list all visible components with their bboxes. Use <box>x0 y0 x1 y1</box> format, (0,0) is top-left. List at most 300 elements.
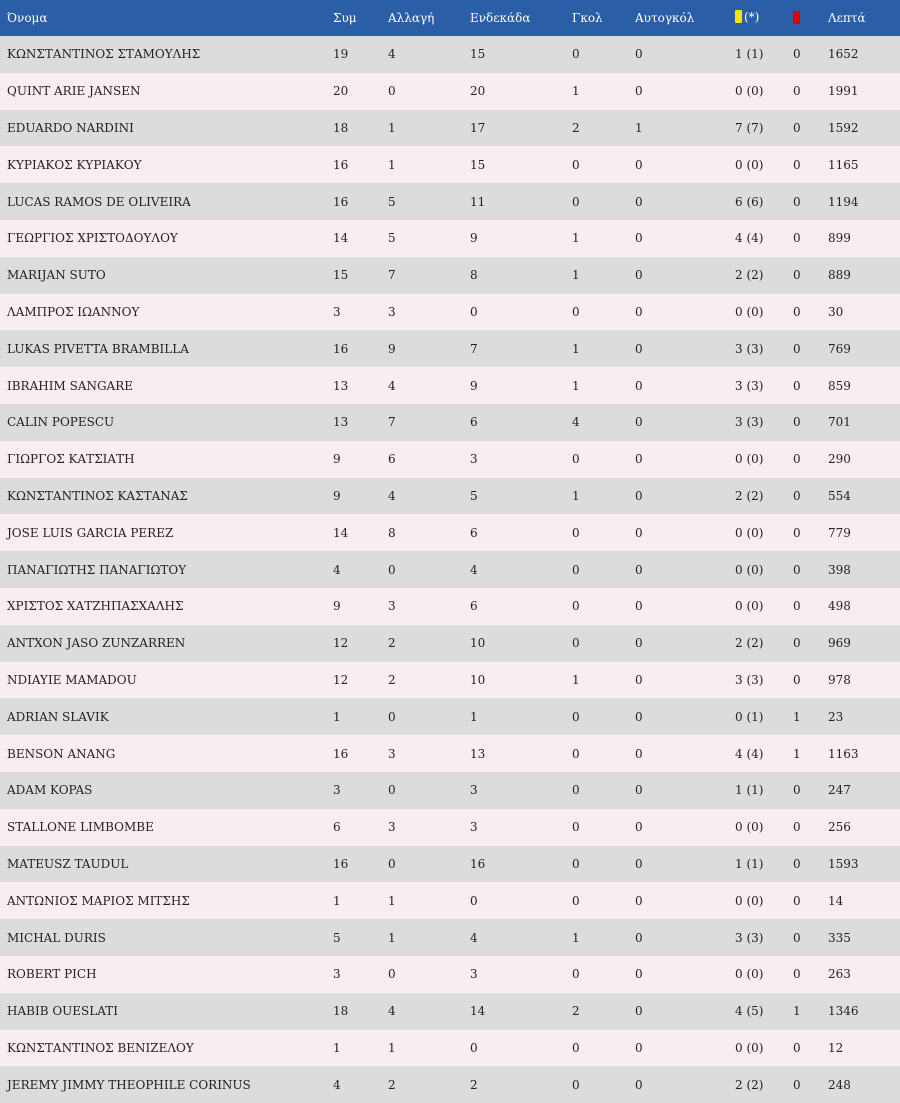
red-cards-cell: 0 <box>793 157 801 172</box>
red-cards-cell: 0 <box>793 820 801 835</box>
red-cards-cell: 0 <box>793 562 801 577</box>
lineup-count-cell: 9 <box>470 231 478 246</box>
player-name-cell[interactable]: ΠΑΝΑΓΙΩΤΗΣ ΠΑΝΑΓΙΩΤΟΥ <box>7 562 187 577</box>
table-row[interactable] <box>0 625 900 662</box>
substitutions-cell: 1 <box>388 1040 396 1055</box>
lineup-count-cell: 8 <box>470 268 478 283</box>
yellow-suffix: (*) <box>744 9 760 24</box>
minutes-cell: 498 <box>828 599 851 614</box>
appearances-cell: 15 <box>333 268 349 283</box>
red-cards-cell: 0 <box>793 930 801 945</box>
red-cards-cell: 1 <box>793 709 801 724</box>
table-row[interactable] <box>0 882 900 919</box>
column-header-goals[interactable]: Γκολ <box>572 11 603 25</box>
player-name-cell[interactable]: EDUARDO NARDINI <box>7 120 134 135</box>
yellow-cards-cell: 1 (1) <box>735 783 764 798</box>
lineup-count-cell: 0 <box>470 304 478 319</box>
minutes-cell: 290 <box>828 452 851 467</box>
own-goals-cell: 0 <box>635 525 643 540</box>
appearances-cell: 13 <box>333 415 349 430</box>
yellow-cards-cell: 2 (2) <box>735 268 764 283</box>
column-header-red[interactable] <box>793 0 828 36</box>
minutes-cell: 1652 <box>828 47 859 62</box>
column-header-minutes[interactable]: Λεπτά <box>828 11 866 25</box>
lineup-count-cell: 0 <box>470 893 478 908</box>
minutes-cell: 263 <box>828 967 851 982</box>
goals-cell: 0 <box>572 157 580 172</box>
goals-cell: 0 <box>572 783 580 798</box>
substitutions-cell: 1 <box>388 157 396 172</box>
goals-cell: 1 <box>572 268 580 283</box>
player-name-cell[interactable]: JOSE LUIS GARCIA PEREZ <box>7 525 174 540</box>
lineup-count-cell: 7 <box>470 341 478 356</box>
substitutions-cell: 2 <box>388 636 396 651</box>
yellow-cards-cell: 0 (0) <box>735 304 764 319</box>
table-row[interactable] <box>0 257 900 294</box>
substitutions-cell: 3 <box>388 820 396 835</box>
substitutions-cell: 4 <box>388 378 396 393</box>
substitutions-cell: 9 <box>388 341 396 356</box>
appearances-cell: 16 <box>333 341 349 356</box>
lineup-count-cell: 4 <box>470 562 478 577</box>
player-name-cell[interactable]: ΚΥΡΙΑΚΟΣ ΚΥΡΙΑΚΟΥ <box>7 157 142 172</box>
player-name-cell[interactable]: ROBERT PICH <box>7 967 97 982</box>
appearances-cell: 16 <box>333 856 349 871</box>
table-row[interactable] <box>0 772 900 809</box>
red-cards-cell: 0 <box>793 783 801 798</box>
substitutions-cell: 3 <box>388 304 396 319</box>
column-header-apps[interactable]: Συμ <box>333 11 357 25</box>
own-goals-cell: 0 <box>635 967 643 982</box>
red-cards-cell: 0 <box>793 599 801 614</box>
player-name-cell[interactable]: MATEUSZ TAUDUL <box>7 856 129 871</box>
column-header-sub[interactable]: Αλλαγή <box>388 11 435 25</box>
player-name-cell[interactable]: ΚΩΝΣΤΑΝΤΙΝΟΣ ΒΕΝΙΖΕΛΟΥ <box>7 1040 194 1055</box>
goals-cell: 1 <box>572 672 580 687</box>
goals-cell: 0 <box>572 47 580 62</box>
goals-cell: 0 <box>572 525 580 540</box>
minutes-cell: 1592 <box>828 120 859 135</box>
goals-cell: 0 <box>572 1040 580 1055</box>
substitutions-cell: 0 <box>388 84 396 99</box>
minutes-cell: 248 <box>828 1077 851 1092</box>
substitutions-cell: 1 <box>388 893 396 908</box>
player-name-cell[interactable]: IBRAHIM SANGARE <box>7 378 133 393</box>
lineup-count-cell: 11 <box>470 194 486 209</box>
own-goals-cell: 0 <box>635 672 643 687</box>
own-goals-cell: 0 <box>635 562 643 577</box>
table-row[interactable] <box>0 220 900 257</box>
table-row[interactable] <box>0 956 900 993</box>
red-cards-cell: 0 <box>793 415 801 430</box>
yellow-cards-cell: 0 (0) <box>735 562 764 577</box>
minutes-cell: 23 <box>828 709 844 724</box>
lineup-count-cell: 14 <box>470 1004 486 1019</box>
red-cards-cell: 0 <box>793 525 801 540</box>
goals-cell: 4 <box>572 415 580 430</box>
substitutions-cell: 0 <box>388 709 396 724</box>
lineup-count-cell: 17 <box>470 120 486 135</box>
goals-cell: 1 <box>572 231 580 246</box>
own-goals-cell: 0 <box>635 231 643 246</box>
appearances-cell: 16 <box>333 746 349 761</box>
player-name-cell[interactable]: ΧΡΙΣΤΟΣ ΧΑΤΖΗΠΑΣΧΑΛΗΣ <box>7 599 184 614</box>
substitutions-cell: 2 <box>388 672 396 687</box>
goals-cell: 0 <box>572 1077 580 1092</box>
lineup-count-cell: 3 <box>470 967 478 982</box>
red-cards-cell: 0 <box>793 636 801 651</box>
red-cards-cell: 0 <box>793 268 801 283</box>
red-cards-cell: 0 <box>793 84 801 99</box>
substitutions-cell: 5 <box>388 194 396 209</box>
appearances-cell: 16 <box>333 194 349 209</box>
red-cards-cell: 1 <box>793 1004 801 1019</box>
appearances-cell: 12 <box>333 672 349 687</box>
lineup-count-cell: 2 <box>470 1077 478 1092</box>
substitutions-cell: 4 <box>388 1004 396 1019</box>
yellow-cards-cell: 7 (7) <box>735 120 764 135</box>
minutes-cell: 398 <box>828 562 851 577</box>
player-name-cell[interactable]: NDIAYIE MAMADOU <box>7 672 137 687</box>
minutes-cell: 12 <box>828 1040 844 1055</box>
table-body <box>0 36 900 1103</box>
appearances-cell: 1 <box>333 709 341 724</box>
yellow-cards-cell: 3 (3) <box>735 341 764 356</box>
yellow-cards-cell: 2 (2) <box>735 1077 764 1092</box>
player-name-cell[interactable]: CALIN POPESCU <box>7 415 115 430</box>
lineup-count-cell: 5 <box>470 488 478 503</box>
player-name-cell[interactable]: ΚΩΝΣΤΑΝΤΙΝΟΣ ΚΑΣΤΑΝΑΣ <box>7 488 188 503</box>
appearances-cell: 18 <box>333 120 349 135</box>
own-goals-cell: 0 <box>635 636 643 651</box>
table-row[interactable] <box>0 404 900 441</box>
player-name-cell[interactable]: QUINT ARIE JANSEN <box>7 84 141 99</box>
goals-cell: 0 <box>572 562 580 577</box>
table-row[interactable] <box>0 735 900 772</box>
minutes-cell: 889 <box>828 268 851 283</box>
lineup-count-cell: 6 <box>470 415 478 430</box>
red-cards-cell: 0 <box>793 488 801 503</box>
appearances-cell: 9 <box>333 452 341 467</box>
own-goals-cell: 0 <box>635 415 643 430</box>
lineup-count-cell: 15 <box>470 47 486 62</box>
table-row[interactable] <box>0 441 900 478</box>
minutes-cell: 30 <box>828 304 844 319</box>
minutes-cell: 14 <box>828 893 844 908</box>
yellow-cards-cell: 4 (4) <box>735 746 764 761</box>
appearances-cell: 9 <box>333 599 341 614</box>
minutes-cell: 247 <box>828 783 851 798</box>
red-cards-cell: 0 <box>793 194 801 209</box>
minutes-cell: 1163 <box>828 746 859 761</box>
table-row[interactable] <box>0 73 900 110</box>
table-row[interactable] <box>0 514 900 551</box>
player-name-cell[interactable]: ΓΙΩΡΓΟΣ ΚΑΤΣΙΑΤΗ <box>7 452 135 467</box>
yellow-cards-cell: 0 (0) <box>735 84 764 99</box>
substitutions-cell: 1 <box>388 930 396 945</box>
lineup-count-cell: 0 <box>470 1040 478 1055</box>
goals-cell: 0 <box>572 452 580 467</box>
yellow-cards-cell: 0 (0) <box>735 599 764 614</box>
table-row[interactable] <box>0 1066 900 1103</box>
yellow-cards-cell: 0 (1) <box>735 709 764 724</box>
table-row[interactable] <box>0 183 900 220</box>
own-goals-cell: 0 <box>635 378 643 393</box>
substitutions-cell: 0 <box>388 562 396 577</box>
appearances-cell: 12 <box>333 636 349 651</box>
red-cards-cell: 0 <box>793 341 801 356</box>
red-cards-cell: 0 <box>793 1077 801 1092</box>
goals-cell: 1 <box>572 488 580 503</box>
table-row[interactable] <box>0 551 900 588</box>
player-name-cell[interactable]: ADAM KOPAS <box>7 783 93 798</box>
column-header-name[interactable]: Όνομα <box>7 11 48 25</box>
goals-cell: 0 <box>572 599 580 614</box>
minutes-cell: 769 <box>828 341 851 356</box>
minutes-cell: 1593 <box>828 856 859 871</box>
table-row[interactable] <box>0 36 900 73</box>
minutes-cell: 969 <box>828 636 851 651</box>
player-name-cell[interactable]: LUCAS RAMOS DE OLIVEIRA <box>7 194 191 209</box>
appearances-cell: 4 <box>333 1077 341 1092</box>
player-name-cell[interactable]: STALLONE LIMBOMBE <box>7 820 154 835</box>
player-name-cell[interactable]: ΛΑΜΠΡΟΣ ΙΩΑΝΝΟΥ <box>7 304 140 319</box>
red-cards-cell: 0 <box>793 231 801 246</box>
goals-cell: 0 <box>572 893 580 908</box>
yellow-cards-cell: 0 (0) <box>735 157 764 172</box>
yellow-cards-cell: 3 (3) <box>735 930 764 945</box>
appearances-cell: 1 <box>333 893 341 908</box>
lineup-count-cell: 10 <box>470 636 486 651</box>
own-goals-cell: 0 <box>635 856 643 871</box>
goals-cell: 2 <box>572 1004 580 1019</box>
yellow-cards-cell: 1 (1) <box>735 856 764 871</box>
appearances-cell: 14 <box>333 525 349 540</box>
minutes-cell: 899 <box>828 231 851 246</box>
own-goals-cell: 0 <box>635 599 643 614</box>
yellow-cards-cell: 0 (0) <box>735 452 764 467</box>
substitutions-cell: 7 <box>388 268 396 283</box>
table-row[interactable] <box>0 110 900 147</box>
own-goals-cell: 0 <box>635 488 643 503</box>
substitutions-cell: 3 <box>388 746 396 761</box>
table-header-row <box>0 0 900 36</box>
goals-cell: 2 <box>572 120 580 135</box>
yellow-card-icon <box>735 10 742 23</box>
appearances-cell: 4 <box>333 562 341 577</box>
substitutions-cell: 0 <box>388 967 396 982</box>
player-name-cell[interactable]: MICHAL DURIS <box>7 930 106 945</box>
minutes-cell: 256 <box>828 820 851 835</box>
goals-cell: 0 <box>572 304 580 319</box>
red-cards-cell: 0 <box>793 378 801 393</box>
minutes-cell: 779 <box>828 525 851 540</box>
own-goals-cell: 0 <box>635 930 643 945</box>
own-goals-cell: 0 <box>635 84 643 99</box>
own-goals-cell: 0 <box>635 157 643 172</box>
lineup-count-cell: 4 <box>470 930 478 945</box>
substitutions-cell: 0 <box>388 856 396 871</box>
substitutions-cell: 4 <box>388 488 396 503</box>
yellow-cards-cell: 6 (6) <box>735 194 764 209</box>
minutes-cell: 1165 <box>828 157 859 172</box>
minutes-cell: 1991 <box>828 84 859 99</box>
table-row[interactable] <box>0 698 900 735</box>
appearances-cell: 16 <box>333 157 349 172</box>
goals-cell: 1 <box>572 341 580 356</box>
yellow-cards-cell: 1 (1) <box>735 47 764 62</box>
appearances-cell: 5 <box>333 930 341 945</box>
table-row[interactable] <box>0 294 900 331</box>
lineup-count-cell: 10 <box>470 672 486 687</box>
player-name-cell[interactable]: BENSON ANANG <box>7 746 116 761</box>
appearances-cell: 6 <box>333 820 341 835</box>
substitutions-cell: 6 <box>388 452 396 467</box>
yellow-cards-cell: 4 (5) <box>735 1004 764 1019</box>
goals-cell: 0 <box>572 856 580 871</box>
lineup-count-cell: 6 <box>470 525 478 540</box>
table-row[interactable] <box>0 478 900 515</box>
appearances-cell: 14 <box>333 231 349 246</box>
appearances-cell: 9 <box>333 488 341 503</box>
goals-cell: 0 <box>572 820 580 835</box>
column-header-lineup[interactable]: Ενδεκάδα <box>470 11 531 25</box>
red-cards-cell: 1 <box>793 746 801 761</box>
substitutions-cell: 7 <box>388 415 396 430</box>
minutes-cell: 859 <box>828 378 851 393</box>
player-name-cell[interactable]: MARIJAN SUTO <box>7 268 106 283</box>
table-row[interactable] <box>0 146 900 183</box>
column-header-own-goals[interactable]: Αυτογκόλ <box>635 11 695 25</box>
substitutions-cell: 1 <box>388 120 396 135</box>
minutes-cell: 335 <box>828 930 851 945</box>
goals-cell: 0 <box>572 194 580 209</box>
own-goals-cell: 0 <box>635 304 643 319</box>
red-cards-cell: 0 <box>793 893 801 908</box>
red-cards-cell: 0 <box>793 1040 801 1055</box>
red-cards-cell: 0 <box>793 47 801 62</box>
table-row[interactable] <box>0 662 900 699</box>
substitutions-cell: 3 <box>388 599 396 614</box>
player-name-cell[interactable]: ADRIAN SLAVIK <box>7 709 109 724</box>
red-card-icon <box>793 11 800 24</box>
appearances-cell: 20 <box>333 84 349 99</box>
red-cards-cell: 0 <box>793 452 801 467</box>
lineup-count-cell: 15 <box>470 157 486 172</box>
lineup-count-cell: 3 <box>470 820 478 835</box>
own-goals-cell: 1 <box>635 120 643 135</box>
goals-cell: 1 <box>572 930 580 945</box>
player-name-cell[interactable]: ΓΕΩΡΓΙΟΣ ΧΡΙΣΤΟΔΟΥΛΟΥ <box>7 231 178 246</box>
minutes-cell: 701 <box>828 415 851 430</box>
player-name-cell[interactable]: LUKAS PIVETTA BRAMBILLA <box>7 341 189 356</box>
lineup-count-cell: 9 <box>470 378 478 393</box>
lineup-count-cell: 13 <box>470 746 486 761</box>
own-goals-cell: 0 <box>635 194 643 209</box>
table-row[interactable] <box>0 846 900 883</box>
substitutions-cell: 0 <box>388 783 396 798</box>
yellow-cards-cell: 3 (3) <box>735 378 764 393</box>
table-row[interactable] <box>0 809 900 846</box>
red-cards-cell: 0 <box>793 672 801 687</box>
table-row[interactable] <box>0 1030 900 1067</box>
goals-cell: 1 <box>572 378 580 393</box>
goals-cell: 0 <box>572 746 580 761</box>
substitutions-cell: 4 <box>388 47 396 62</box>
lineup-count-cell: 1 <box>470 709 478 724</box>
yellow-cards-cell: 0 (0) <box>735 525 764 540</box>
goals-cell: 0 <box>572 967 580 982</box>
table-row[interactable] <box>0 993 900 1030</box>
table-row[interactable] <box>0 588 900 625</box>
appearances-cell: 3 <box>333 304 341 319</box>
yellow-cards-cell: 2 (2) <box>735 488 764 503</box>
yellow-cards-cell: 2 (2) <box>735 636 764 651</box>
lineup-count-cell: 6 <box>470 599 478 614</box>
own-goals-cell: 0 <box>635 452 643 467</box>
red-cards-cell: 0 <box>793 304 801 319</box>
own-goals-cell: 0 <box>635 783 643 798</box>
table-row[interactable] <box>0 330 900 367</box>
lineup-count-cell: 20 <box>470 84 486 99</box>
appearances-cell: 3 <box>333 967 341 982</box>
own-goals-cell: 0 <box>635 1077 643 1092</box>
player-name-cell[interactable]: ΑΝΤΩΝΙΟΣ ΜΑΡΙΟΣ ΜΙΤΣΗΣ <box>7 893 190 908</box>
red-cards-cell: 0 <box>793 120 801 135</box>
substitutions-cell: 2 <box>388 1077 396 1092</box>
own-goals-cell: 0 <box>635 1004 643 1019</box>
goals-cell: 1 <box>572 84 580 99</box>
lineup-count-cell: 16 <box>470 856 486 871</box>
appearances-cell: 3 <box>333 783 341 798</box>
appearances-cell: 13 <box>333 378 349 393</box>
lineup-count-cell: 3 <box>470 452 478 467</box>
substitutions-cell: 8 <box>388 525 396 540</box>
appearances-cell: 18 <box>333 1004 349 1019</box>
appearances-cell: 1 <box>333 1040 341 1055</box>
own-goals-cell: 0 <box>635 341 643 356</box>
substitutions-cell: 5 <box>388 231 396 246</box>
player-name-cell[interactable]: ANTXON JASO ZUNZARREN <box>7 636 186 651</box>
player-name-cell[interactable]: JEREMY JIMMY THEOPHILE CORINUS <box>7 1077 251 1092</box>
table-row[interactable] <box>0 919 900 956</box>
table-row[interactable] <box>0 367 900 404</box>
yellow-cards-cell: 0 (0) <box>735 1040 764 1055</box>
goals-cell: 0 <box>572 709 580 724</box>
appearances-cell: 19 <box>333 47 349 62</box>
goals-cell: 0 <box>572 636 580 651</box>
yellow-cards-cell: 0 (0) <box>735 967 764 982</box>
own-goals-cell: 0 <box>635 746 643 761</box>
yellow-cards-cell: 0 (0) <box>735 820 764 835</box>
player-name-cell[interactable]: HABIB OUESLATI <box>7 1004 118 1019</box>
own-goals-cell: 0 <box>635 1040 643 1055</box>
lineup-count-cell: 3 <box>470 783 478 798</box>
own-goals-cell: 0 <box>635 47 643 62</box>
red-cards-cell: 0 <box>793 967 801 982</box>
minutes-cell: 978 <box>828 672 851 687</box>
yellow-cards-cell: 4 (4) <box>735 231 764 246</box>
yellow-cards-cell: 3 (3) <box>735 672 764 687</box>
yellow-cards-cell: 0 (0) <box>735 893 764 908</box>
own-goals-cell: 0 <box>635 820 643 835</box>
minutes-cell: 1194 <box>828 194 859 209</box>
yellow-cards-cell: 3 (3) <box>735 415 764 430</box>
own-goals-cell: 0 <box>635 893 643 908</box>
own-goals-cell: 0 <box>635 268 643 283</box>
player-name-cell[interactable]: ΚΩΝΣΤΑΝΤΙΝΟΣ ΣΤΑΜΟΥΛΗΣ <box>7 47 201 62</box>
column-header-yellow[interactable] <box>735 0 793 36</box>
